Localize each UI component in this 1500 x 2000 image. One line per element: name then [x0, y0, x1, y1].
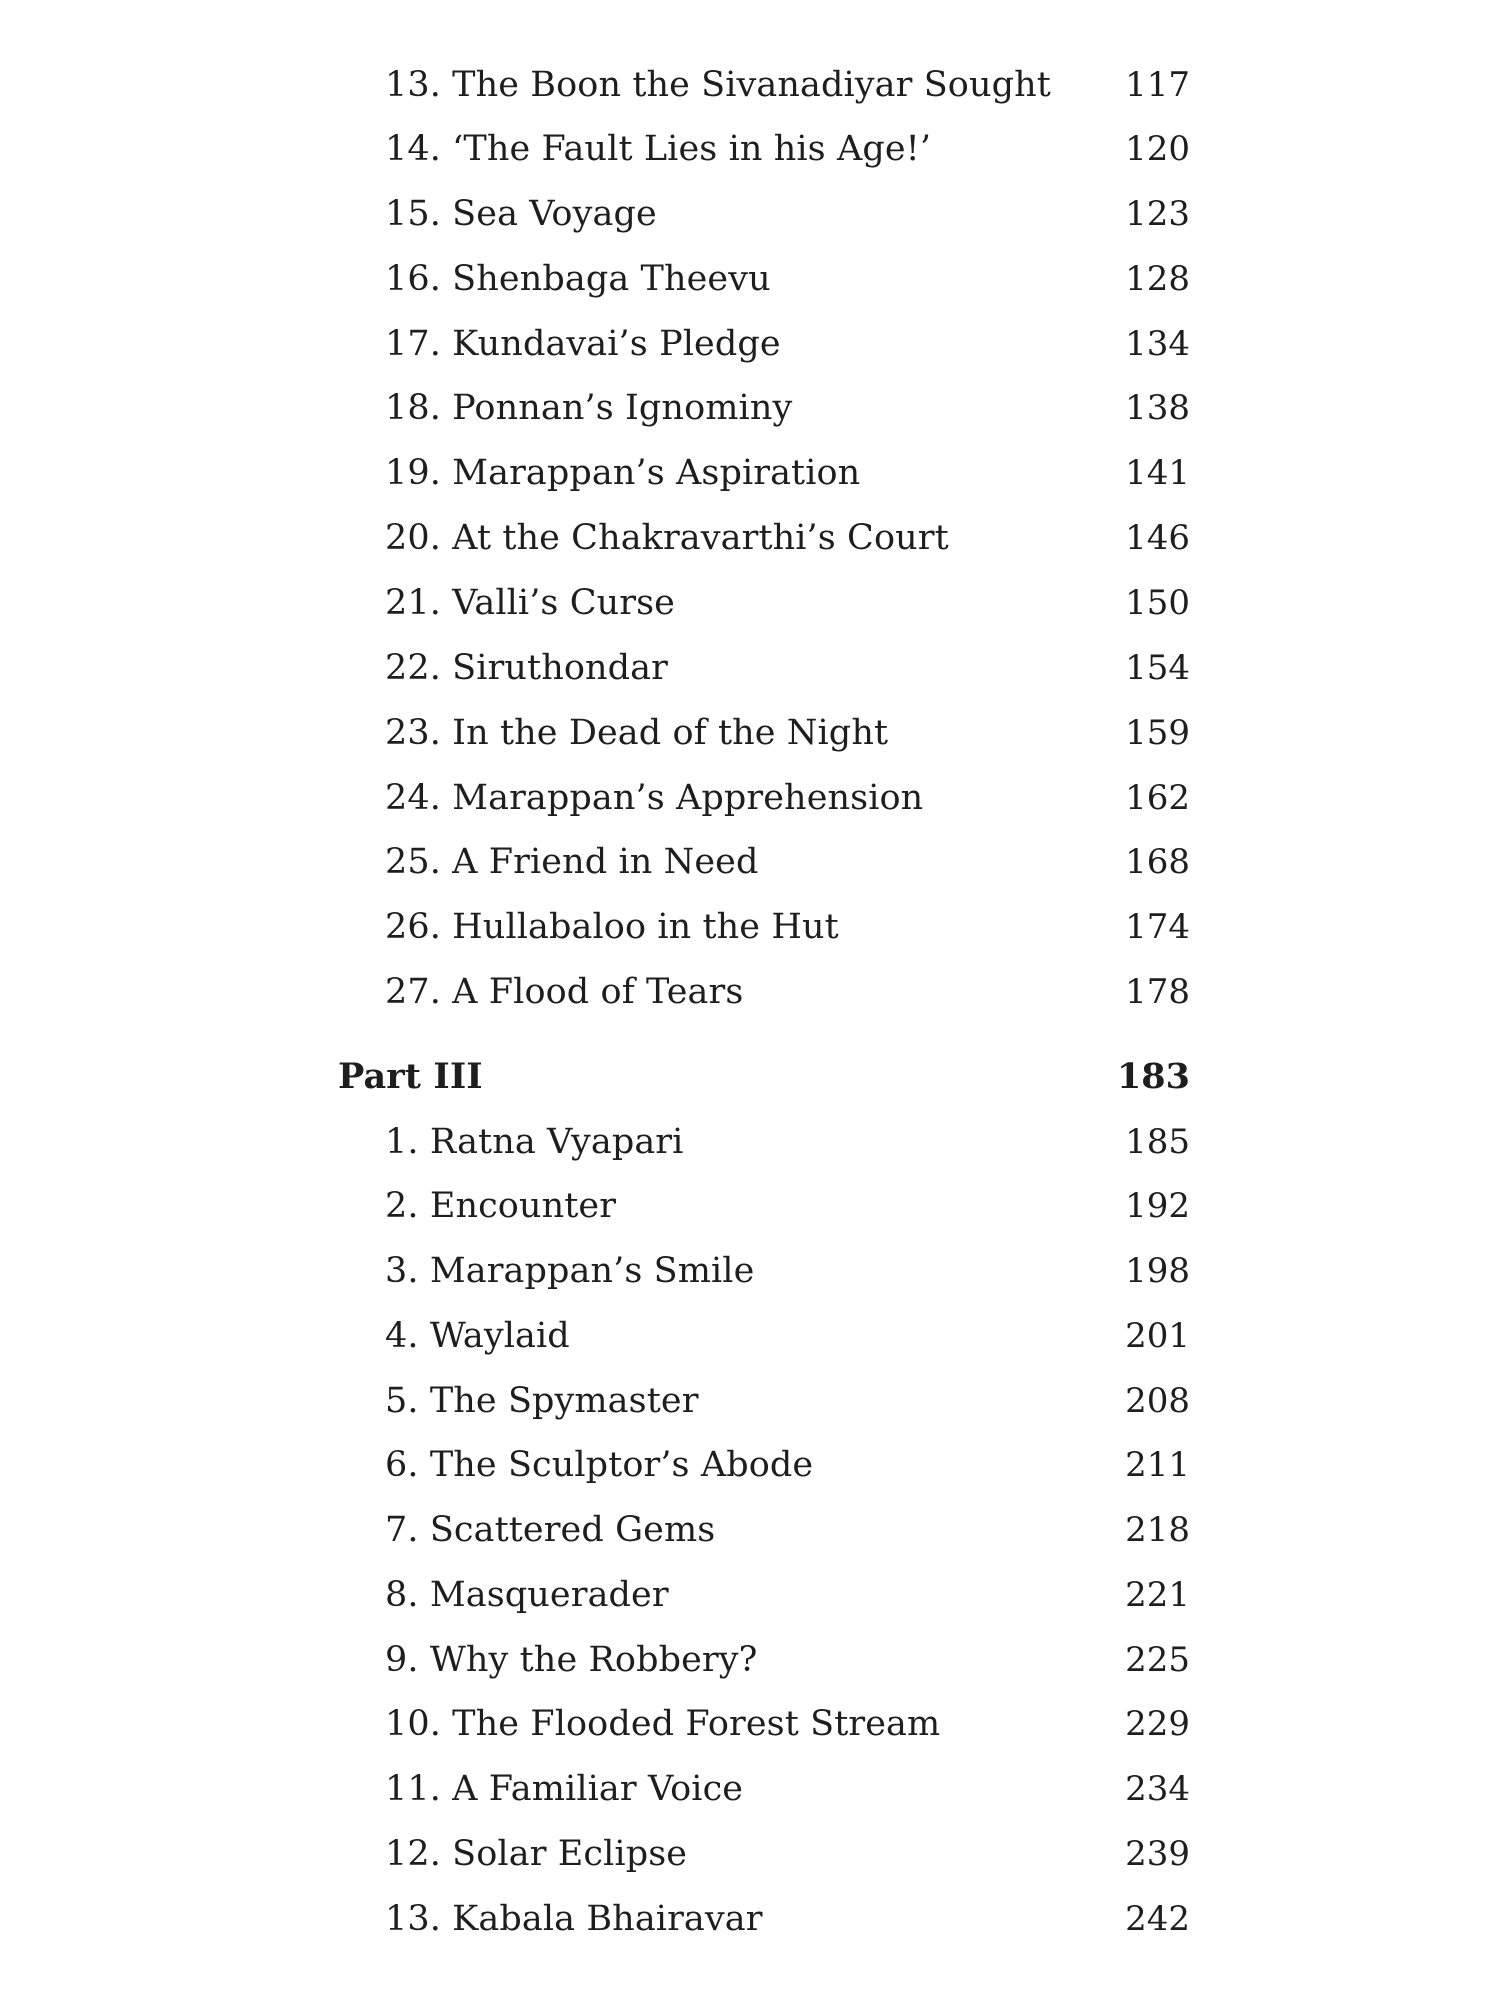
chapter-title: 11. A Familiar Voice — [385, 1769, 744, 1809]
chapter-title: 8. Masquerader — [385, 1575, 669, 1615]
chapter-title: 9. Why the Robbery? — [385, 1640, 758, 1680]
chapter-title: 12. Solar Eclipse — [385, 1834, 688, 1874]
toc-entry — [0, 1632, 1500, 1688]
toc-entry — [0, 445, 1500, 501]
chapter-title: 7. Scattered Gems — [385, 1510, 716, 1550]
chapter-title: 19. Marappan’s Aspiration — [385, 453, 861, 493]
page-number: 211 — [1125, 1445, 1190, 1485]
toc-entry — [0, 1437, 1500, 1493]
chapter-title: 25. A Friend in Need — [385, 842, 759, 882]
toc-entry — [0, 1502, 1500, 1558]
toc-entry — [0, 121, 1500, 177]
toc-entry — [0, 1308, 1500, 1364]
page-number: 185 — [1125, 1122, 1190, 1162]
page-number: 150 — [1125, 583, 1190, 623]
toc-entry — [0, 1761, 1500, 1817]
chapter-title: 5. The Spymaster — [385, 1381, 699, 1421]
part-page-number: 183 — [1116, 1056, 1190, 1097]
page-number: 239 — [1125, 1834, 1190, 1874]
toc-entry — [0, 316, 1500, 372]
chapter-title: 6. The Sculptor’s Abode — [385, 1445, 814, 1485]
toc-entry — [0, 834, 1500, 890]
page-number: 141 — [1125, 453, 1190, 493]
chapter-title: 27. A Flood of Tears — [385, 972, 744, 1012]
toc-entry — [0, 1891, 1500, 1947]
toc-entry — [0, 57, 1500, 113]
page-number: 120 — [1125, 129, 1190, 169]
toc-entry — [0, 705, 1500, 761]
toc-entry — [0, 251, 1500, 307]
chapter-title: 17. Kundavai’s Pledge — [385, 324, 781, 364]
toc-entry — [0, 380, 1500, 436]
chapter-title: 18. Ponnan’s Ignominy — [385, 388, 793, 428]
page-number: 162 — [1125, 778, 1190, 818]
toc-entry — [0, 899, 1500, 955]
toc-entry — [0, 640, 1500, 696]
page-number: 146 — [1125, 518, 1190, 558]
page-number: 221 — [1125, 1575, 1190, 1615]
page-number: 128 — [1125, 259, 1190, 299]
toc-entry — [0, 964, 1500, 1020]
chapter-title: 4. Waylaid — [385, 1316, 570, 1356]
chapter-title: 16. Shenbaga Theevu — [385, 259, 771, 299]
toc-entry — [0, 1826, 1500, 1882]
page-number: 138 — [1125, 388, 1190, 428]
page-number: 159 — [1125, 713, 1190, 753]
page-number: 178 — [1125, 972, 1190, 1012]
part-title: Part III — [338, 1056, 483, 1097]
toc-entry — [0, 1114, 1500, 1170]
page-number: 154 — [1125, 648, 1190, 688]
page-number: 168 — [1125, 842, 1190, 882]
chapter-title: 26. Hullabaloo in the Hut — [385, 907, 839, 947]
toc-entry — [0, 1696, 1500, 1752]
page-number: 229 — [1125, 1704, 1190, 1744]
chapter-title: 14. ‘The Fault Lies in his Age!’ — [385, 129, 932, 169]
part-heading — [0, 1049, 1500, 1105]
chapter-title: 1. Ratna Vyapari — [385, 1122, 684, 1162]
page-number: 134 — [1125, 324, 1190, 364]
toc-entry — [0, 770, 1500, 826]
page-number: 225 — [1125, 1640, 1190, 1680]
chapter-title: 23. In the Dead of the Night — [385, 713, 889, 753]
chapter-title: 15. Sea Voyage — [385, 194, 657, 234]
chapter-title: 20. At the Chakravarthi’s Court — [385, 518, 949, 558]
toc-entry — [0, 575, 1500, 631]
chapter-title: 22. Siruthondar — [385, 648, 668, 688]
toc-entry — [0, 1243, 1500, 1299]
chapter-title: 21. Valli’s Curse — [385, 583, 675, 623]
chapter-title: 3. Marappan’s Smile — [385, 1251, 755, 1291]
page-number: 208 — [1125, 1381, 1190, 1421]
page-number: 198 — [1125, 1251, 1190, 1291]
page-number: 192 — [1125, 1186, 1190, 1226]
page-number: 174 — [1125, 907, 1190, 947]
chapter-title: 24. Marappan’s Apprehension — [385, 778, 924, 818]
page-number: 234 — [1125, 1769, 1190, 1809]
toc-entry — [0, 1567, 1500, 1623]
chapter-title: 13. Kabala Bhairavar — [385, 1899, 763, 1939]
toc-entry — [0, 1178, 1500, 1234]
page-number: 117 — [1125, 65, 1190, 105]
toc-entry — [0, 510, 1500, 566]
page-number: 123 — [1125, 194, 1190, 234]
page-number: 201 — [1125, 1316, 1190, 1356]
chapter-title: 2. Encounter — [385, 1186, 617, 1226]
toc-entry — [0, 1373, 1500, 1429]
chapter-title: 13. The Boon the Sivanadiyar Sought — [385, 65, 1051, 105]
chapter-title: 10. The Flooded Forest Stream — [385, 1704, 941, 1744]
page-number: 218 — [1125, 1510, 1190, 1550]
toc-entry — [0, 186, 1500, 242]
page-number: 242 — [1125, 1899, 1190, 1939]
